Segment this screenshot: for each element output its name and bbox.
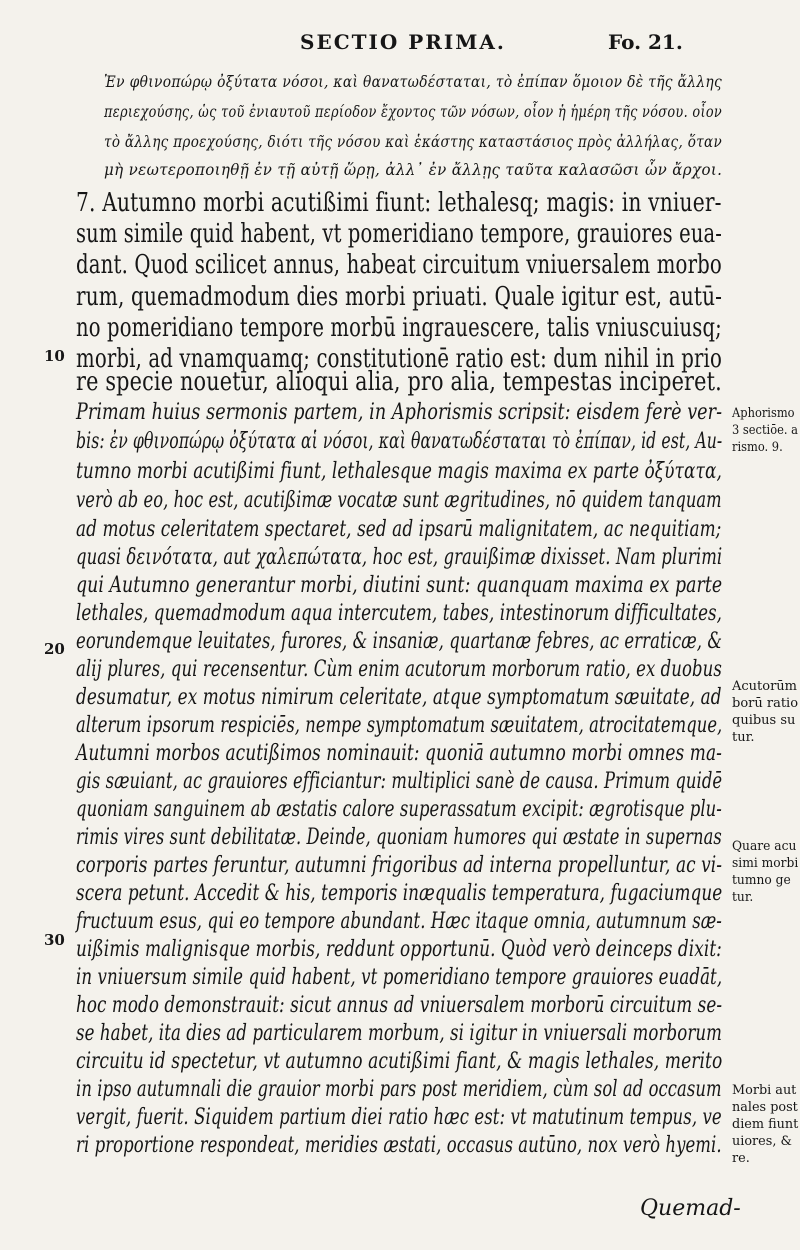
margin-note	[732, 838, 800, 906]
commentary-line: desumatur, ex motus nimirum celeritate, atque symptomatum sæuitate, ad	[76, 685, 722, 710]
margin-note-line: uiores, &	[732, 1134, 792, 1149]
greek-line: Ἐν φθινοπώρῳ ὀξύτατα νόσοι, καὶ θανατωδέσταται, τὸ ἐπίπαν ὅμοιον δὲ τῆς ἄλλης	[104, 72, 723, 91]
margin-note-line: tumno ge	[732, 873, 791, 888]
text-line: no pomeridiano tempore morbū ingrauescere, talis vniuscuiusq;	[76, 313, 722, 343]
commentary-line: eorundemque leuitates, furores, & insaniæ, quartanæ febres, ac erraticæ, &	[76, 629, 723, 654]
text-line: dant. Quod scilicet annus, habeat circuitum vniuersalem morbo	[76, 250, 722, 280]
text-line: morbi, ad vnamquamq; constitutionē ratio est: dum nihil in prio	[76, 344, 722, 374]
commentary-line: corporis partes feruntur, autumni frigoribus ad interna propelluntur, ac vi-	[76, 853, 723, 878]
greek-line: τὸ ἄλλης προεχούσης, διότι τῆς νόσου καὶ ἑκάστης καταστάσιος πρὸς ἀλλήλας, ὅταν	[104, 132, 723, 151]
commentary-line: lethales, quemadmodum aqua intercutem, tabes, intestinorum difficultates,	[76, 601, 723, 626]
commentary-line: se habet, ita dies ad particularem morbum, si igitur in vniuersali morborum	[76, 1021, 722, 1046]
margin-note	[732, 405, 800, 456]
text-line: 7. Autumno morbi acutißimi fiunt: lethalesq; magis: in vniuer-	[76, 188, 722, 218]
margin-note-line: tur.	[732, 730, 755, 745]
text-line: sum simile quid habent, vt pomeridiano tempore, grauiores eua-	[76, 219, 723, 249]
margin-note-line: Acutorūm	[732, 679, 798, 694]
commentary-line: quoniam sanguinem ab æstatis calore superassatum excipit: ægrotisque plu-	[76, 797, 722, 822]
commentary-line: bis: ἐν φθινοπώρῳ ὀξύτατα αἱ νόσοι, καὶ θανατωδέσταται τὸ ἐπίπαν, id est, Au-	[76, 429, 723, 454]
margin-note-line: diem fiunt	[732, 1117, 799, 1132]
margin-note-line: tur.	[732, 890, 754, 905]
commentary-line: circuitu id spectetur, vt autumno acutißimi fiant, & magis lethales, merito	[76, 1049, 723, 1074]
commentary-line: qui Autumno generantur morbi, diutini sunt: quanquam maxima ex parte	[76, 573, 723, 598]
commentary-line: hoc modo demonstrauit: sicut annus ad vniuersalem morborū circuitum se-	[76, 993, 723, 1018]
line-number: 20	[44, 640, 65, 658]
margin-note-line: rismo. 9.	[732, 440, 783, 455]
commentary-line: Autumni morbos acutißimos nominauit: quoniā autumno morbi omnes ma-	[76, 741, 722, 766]
margin-note-line: Quare acu	[732, 839, 797, 854]
greek-line: περιεχούσης, ὡς τοῦ ἐνιαυτοῦ περίοδον ἔχοντος τῶν νόσων, οἷον ἡ ἡμέρη τῆς νόσου. οἷον	[104, 102, 723, 121]
margin-note-line: Morbi aut	[732, 1083, 797, 1098]
commentary-line: ri proportione respondeat, meridies æstati, occasus autūno, nox verò hyemi.	[76, 1133, 722, 1158]
commentary-line: gis sæuiant, ac grauiores efficiantur: multiplici sanè de causa. Primum quidē	[76, 769, 723, 794]
commentary-line: quasi δεινότατα, aut χαλεπώτατα, hoc est, grauißimæ dixisset. Nam plurimi	[76, 545, 723, 570]
margin-note	[732, 678, 798, 746]
margin-note-line: simi morbi	[732, 856, 799, 871]
commentary-line: alterum ipsorum respiciēs, nempe symptomatum sæuitatem, atrocitatemque,	[76, 713, 723, 738]
commentary-line: in ipso autumnali die grauior morbi pars post meridiem, cùm sol ad occasum	[76, 1077, 722, 1102]
margin-note-line: borū ratio	[732, 696, 799, 711]
running-head: SECTIO PRIMA.	[300, 30, 506, 54]
commentary-line: in vniuersum simile quid habent, vt pomeridiano tempore grauiores euadāt,	[76, 965, 723, 990]
line-number: 30	[44, 931, 65, 949]
margin-note-line: Aphorismo	[732, 406, 795, 421]
commentary-line: uißimis malignisque morbis, reddunt opportunū. Quòd verò deinceps dixit:	[76, 937, 722, 962]
margin-note	[732, 1082, 799, 1167]
margin-note-line: quibus su	[732, 713, 796, 728]
folio-number: Fo. 21.	[608, 30, 683, 54]
text-line: re specie nouetur, alioqui alia, pro alia, tempestas inciperet.	[76, 367, 722, 397]
line-number: 10	[44, 347, 65, 365]
greek-line: μὴ νεωτεροποιηθῇ ἐν τῇ αὐτῇ ὥρῃ, ἀλλ᾽ ἐν ἄλλῃς ταῦτα καλασῶσι ὧν ἄρχοι.	[104, 160, 723, 179]
text-line: rum, quemadmodum dies morbi priuati. Quale igitur est, autū-	[76, 282, 723, 312]
commentary-line: vergit, fuerit. Siquidem partium diei ratio hæc est: vt matutinum tempus, ve	[76, 1105, 722, 1130]
margin-note-line: nales post	[732, 1100, 798, 1115]
commentary-line: scera petunt. Accedit & his, temporis inæqualis temperatura, fugaciumque	[76, 881, 723, 906]
commentary-line: alij plures, qui recensentur. Cùm enim acutorum morborum ratio, ex duobus	[76, 657, 722, 682]
commentary-line: rimis vires sunt debilitatæ. Deinde, quoniam humores qui æstate in supernas	[76, 825, 722, 850]
commentary-line: fructuum esus, qui eo tempore abundant. Hæc itaque omnia, autumnum sæ-	[76, 909, 722, 934]
commentary-line: Primam huius sermonis partem, in Aphorismis scripsit: eisdem ferè ver-	[76, 400, 723, 425]
catchword: Quemad-	[640, 1196, 741, 1221]
commentary-line: verò ab eo, hoc est, acutißimæ vocatæ sunt ægritudines, nō quidem tanquam	[76, 488, 722, 513]
commentary-line: tumno morbi acutißimi fiunt, lethalesque magis maxima ex parte ὀξύτατα,	[76, 459, 722, 484]
margin-note-line: 3 sectiōe. a	[732, 423, 798, 438]
commentary-line: ad motus celeritatem spectaret, sed ad ipsarū malignitatem, ac nequitiam;	[76, 517, 722, 542]
margin-note-line: re.	[732, 1151, 750, 1166]
